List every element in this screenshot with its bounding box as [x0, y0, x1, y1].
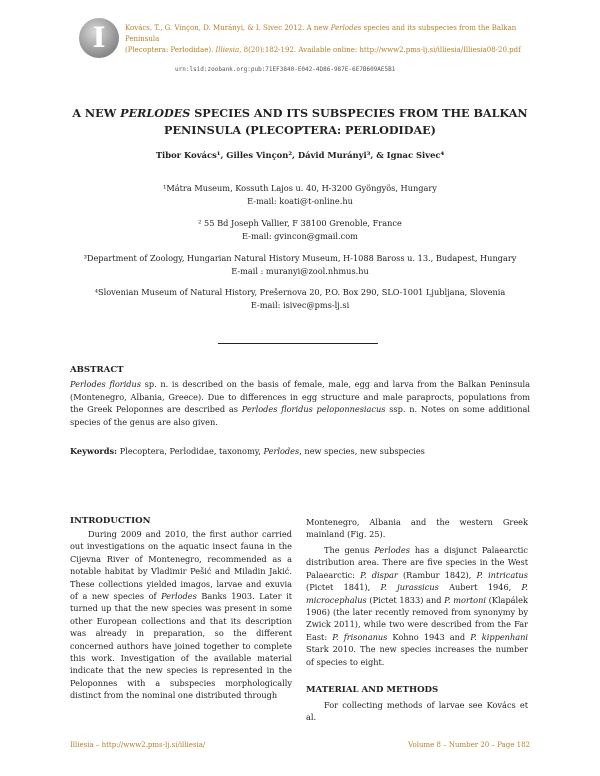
divider — [218, 343, 378, 344]
intro-heading: INTRODUCTION — [70, 516, 151, 526]
affiliation-1: ¹Mátra Museum, Kossuth Lajos u. 40, H-3200 Gyöngyös, Hungary E-mail: koati@t-online.hu — [60, 182, 540, 207]
email-link[interactable]: E-mail: isivec@pms-lj.si — [250, 299, 350, 310]
citation: Kovács, T., G. Vinçon, D. Murányi, & I. Sivec 2012. A new Perlodes species and its subspecies from the Balkan Peninsula (Plecoptera: Perlodidae). Illiesia, 8(20):182-192. Available online: http://www2.pms-lj.si/illiesia/Illiesia08-20.pdf — [125, 24, 521, 54]
email-link[interactable]: E-mail: gvincon@gmail.com — [242, 230, 358, 241]
authors: Tibor Kovács¹, Gilles Vinçon², Dávid Murányi³, & Ignac Sivec⁴ — [155, 150, 445, 160]
citation-link[interactable]: , 8(20):182-192. Available online: http://www2.pms-lj.si/illiesia/Illiesia08-20.pdf — [239, 46, 521, 54]
methods-text: For collecting methods of larvae see Kovács et al. — [306, 700, 528, 723]
affiliation-2: ² 55 Bd Joseph Vallier, F 38100 Grenoble, France E-mail: gvincon@gmail.com — [60, 217, 540, 242]
intro-continued: Montenegro, Albania and the western Greek mainland (Fig. 25). — [306, 517, 528, 540]
paper-title: A NEW PERLODES SPECIES AND ITS SUBSPECIES FROM THE BALKAN PENINSULA (PLECOPTERA: PERLODIDAE) — [72, 106, 528, 137]
methods-heading: MATERIAL AND METHODS — [306, 685, 439, 695]
email-link[interactable]: E-mail: koati@t-online.hu — [247, 195, 353, 206]
affiliation-3: ³Department of Zoology, Hungarian Natural History Museum, H-1088 Baross u. 13., Budapest, Hungary E-mail : muranyi@zool.nhmus.hu — [60, 252, 540, 277]
zoobank-urn: urn:lsid:zoobank.org:pub:71EF3840-E042-4D86-987E-6E7B609AE5B1 — [175, 66, 396, 73]
journal-logo — [79, 18, 119, 58]
intro-paragraph-1: During 2009 and 2010, the first author carried out investigations on the aquatic insect fauna in the Cijevna River of Montenegro, recommended as a notable habitat by Vladimir Pešić and Miladin Jakić. These collections yielded imagos, larvae and exuvia of a new species of Perlodes Banks 1903. Later it turned up that the new species was present in some other European collections and that its description was already in preparation, so the different concerned authors have joined together to complete this work. Investigation of the available material indicate that the new species is represented in the Peloponnes with a subspecies morphologically distinct from the nominal one distributed through — [70, 529, 292, 701]
keywords: Keywords: Plecoptera, Perlodidae, taxonomy, Perlodes, new species, new subspecies — [70, 446, 425, 456]
abstract-heading: ABSTRACT — [70, 365, 124, 375]
footer-page: Volume 8 – Number 20 – Page 182 — [408, 741, 530, 749]
abstract-text: Perlodes floridus sp. n. is described on the basis of female, male, egg and larva from the Balkan Peninsula (Montenegro, Albania, Greece). Due to differences in egg structure and male paraprocts, populations from the Greek Peloponnes are described as Perlodes floridus peloponnesiacus ssp. n. Notes on some additional species of the genus are also given. — [70, 379, 530, 427]
logo-letter: I — [92, 21, 106, 54]
footer-link[interactable]: Illiesia – http://www2.pms-lj.si/illiesia/ — [70, 741, 206, 749]
email-link[interactable]: E-mail : muranyi@zool.nhmus.hu — [231, 265, 369, 276]
intro-paragraph-2: The genus Perlodes has a disjunct Palaearctic distribution area. There are five species in the West Palaearctic: P. dispar (Rambur 1842), P. intricatus (Pictet 1841), P. jurassicus Aubert 1946, P. microcephalus (Pictet 1833) and P. mortoni (Klapálek 1906) (the later recently removed from synonymy by Zwick 2011), while two were described from the Far East: P. frisonanus Kohno 1943 and P. kippenhani Stark 2010. The new species increases the number of species to eight. — [306, 545, 529, 667]
affiliation-4: ⁴Slovenian Museum of Natural History, Prešernova 20, P.O. Box 290, SLO-1001 Ljubljana, Slovenia E-mail: isivec@pms-lj.si — [60, 286, 540, 311]
